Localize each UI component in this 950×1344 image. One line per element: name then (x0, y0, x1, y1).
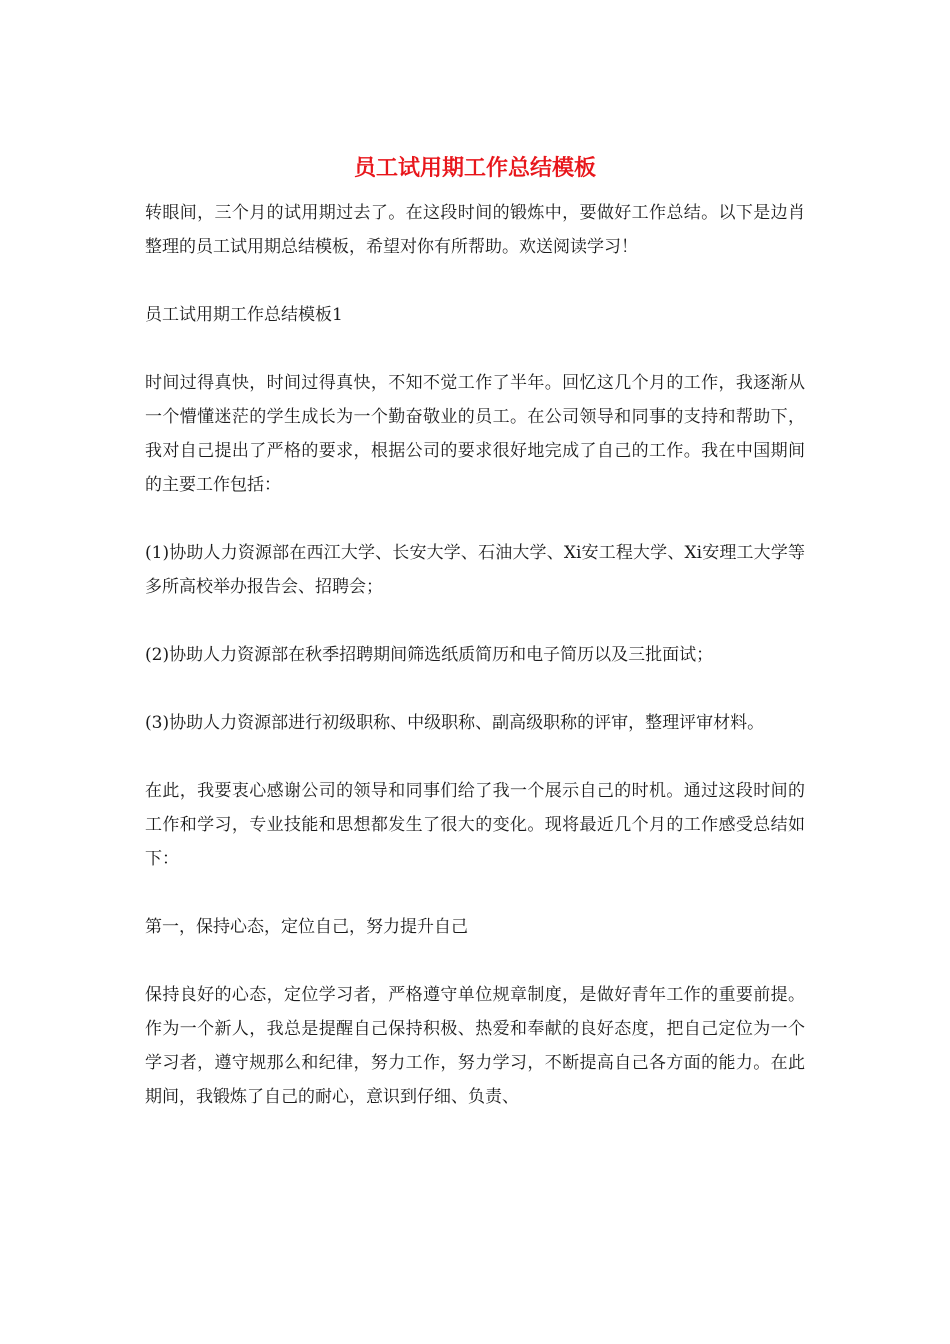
section-heading-first: 第一，保持心态，定位自己，努力提升自己 (145, 917, 468, 937)
document-title: 员工试用期工作总结模板 (353, 155, 596, 181)
paragraph-attitude: 保持良好的心态，定位学习者，严格遵守单位规章制度，是做好青年工作的重要前提。作为一个新人，我总是提醒自己保持积极、热爱和奉献的良好态度，把自己定位为一个学习者，遵守规那么和纪律，努力工作，努力学习，不断提高自己各方面的能力。在此期间，我锻炼了自己的耐心，意识到仔细、负责、 (145, 985, 805, 1107)
section-heading-template-1: 员工试用期工作总结模板1 (145, 305, 343, 325)
list-item-3: (3)协助人力资源部进行初级职称、中级职称、副高级职称的评审，整理评审材料。 (145, 713, 765, 733)
paragraph-thanks: 在此，我要衷心感谢公司的领导和同事们给了我一个展示自己的时机。通过这段时间的工作和学习，专业技能和思想都发生了很大的变化。现将最近几个月的工作感受总结如下： (145, 781, 805, 869)
list-item-1: (1)协助人力资源部在西江大学、长安大学、石油大学、Xi安工程大学、Xi安理工大学等多所高校举办报告会、招聘会； (145, 543, 805, 597)
paragraph-overview: 时间过得真快，时间过得真快，不知不觉工作了半年。回忆这几个月的工作，我逐渐从一个懵懂迷茫的学生成长为一个勤奋敬业的员工。在公司领导和同事的支持和帮助下，我对自己提出了严格的要求，根据公司的要求很好地完成了自己的工作。我在中国期间的主要工作包括： (145, 373, 805, 495)
document-body (145, 196, 805, 1114)
paragraph-intro: 转眼间，三个月的试用期过去了。在这段时间的锻炼中，要做好工作总结。以下是边肖整理的员工试用期总结模板，希望对你有所帮助。欢送阅读学习！ (145, 203, 805, 257)
list-item-2: (2)协助人力资源部在秋季招聘期间筛选纸质简历和电子简历以及三批面试； (145, 645, 714, 665)
